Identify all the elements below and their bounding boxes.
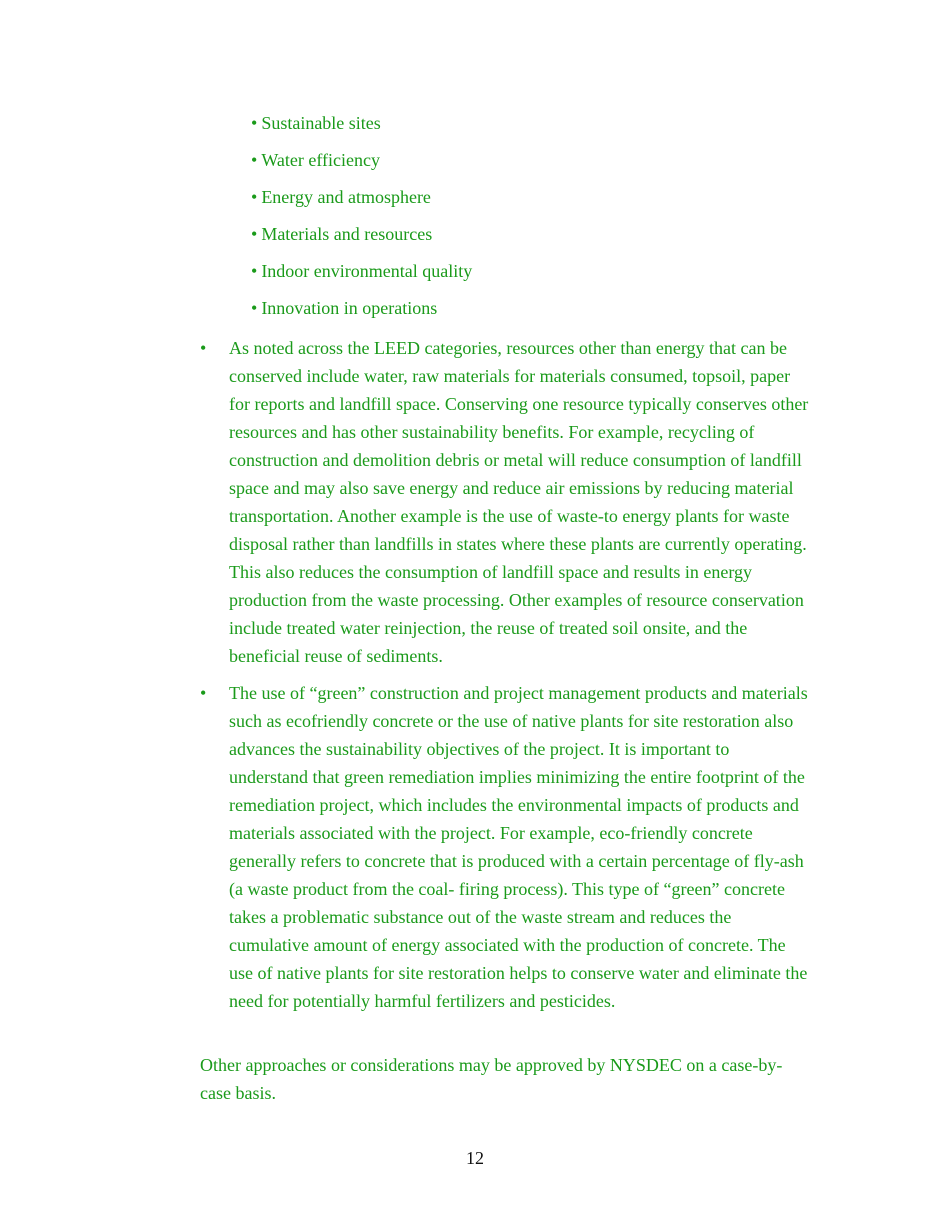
list-item <box>251 185 472 209</box>
bullet-icon: • <box>251 187 258 207</box>
bullet-icon: • <box>251 298 258 318</box>
bullet-paragraph-resource-conservation <box>200 334 810 670</box>
list-item-text: Sustainable sites <box>261 113 381 133</box>
list-item <box>251 296 472 320</box>
list-item <box>251 111 472 135</box>
bullet-icon: • <box>251 113 258 133</box>
bullet-icon: • <box>200 338 207 358</box>
page-number: 12 <box>466 1148 484 1168</box>
bullet-paragraph-text: The use of “green” construction and project management products and materials such as ecofriendly concrete or the use of native plants for site restoration also advances the sustainability objectives of the project. It is important to understand that green remediation implies minimizing the entire footprint of the remediation project, which includes the environmental impacts of products and materials associated with the project. For example, eco-friendly concrete generally refers to concrete that is produced with a certain percentage of fly-ash (a waste product from the coal- firing process). This type of “green” concrete takes a problematic substance out of the waste stream and reduces the cumulative amount of energy associated with the production of concrete. The use of native plants for site restoration helps to conserve water and eliminate the need for potentially harmful fertilizers and pesticides. <box>229 683 808 1011</box>
bullet-paragraph-green-materials <box>200 679 810 1015</box>
list-item <box>251 259 472 283</box>
list-item-text: Innovation in operations <box>261 298 438 318</box>
leed-category-list <box>251 111 472 333</box>
list-item <box>251 222 472 246</box>
bullet-icon: • <box>251 224 258 244</box>
list-item <box>251 148 472 172</box>
list-item-text: Energy and atmosphere <box>261 187 431 207</box>
bullet-paragraph-text: As noted across the LEED categories, resources other than energy that can be conserved include water, raw materials for materials consumed, topsoil, paper for reports and landfill space. Conserving one resource typically conserves other resources and has other sustainability benefits. For example, recycling of construction and demolition debris or metal will reduce consumption of landfill space and may also save energy and reduce air emissions by reducing material transportation. Another example is the use of waste-to energy plants for waste disposal rather than landfills in states where these plants are currently operating. This also reduces the consumption of landfill space and results in energy production from the waste processing. Other examples of resource conservation include treated water reinjection, the reuse of treated soil onsite, and the beneficial reuse of sediments. <box>229 338 809 666</box>
bullet-icon: • <box>251 261 258 281</box>
list-item-text: Materials and resources <box>261 224 433 244</box>
bullet-icon: • <box>251 150 258 170</box>
closing-paragraph: Other approaches or considerations may be approved by NYSDEC on a case-by-case basis. <box>200 1055 783 1103</box>
main-bullet-list <box>200 334 810 1024</box>
list-item-text: Indoor environmental quality <box>261 261 473 281</box>
bullet-icon: • <box>200 683 207 703</box>
list-item-text: Water efficiency <box>261 150 380 170</box>
